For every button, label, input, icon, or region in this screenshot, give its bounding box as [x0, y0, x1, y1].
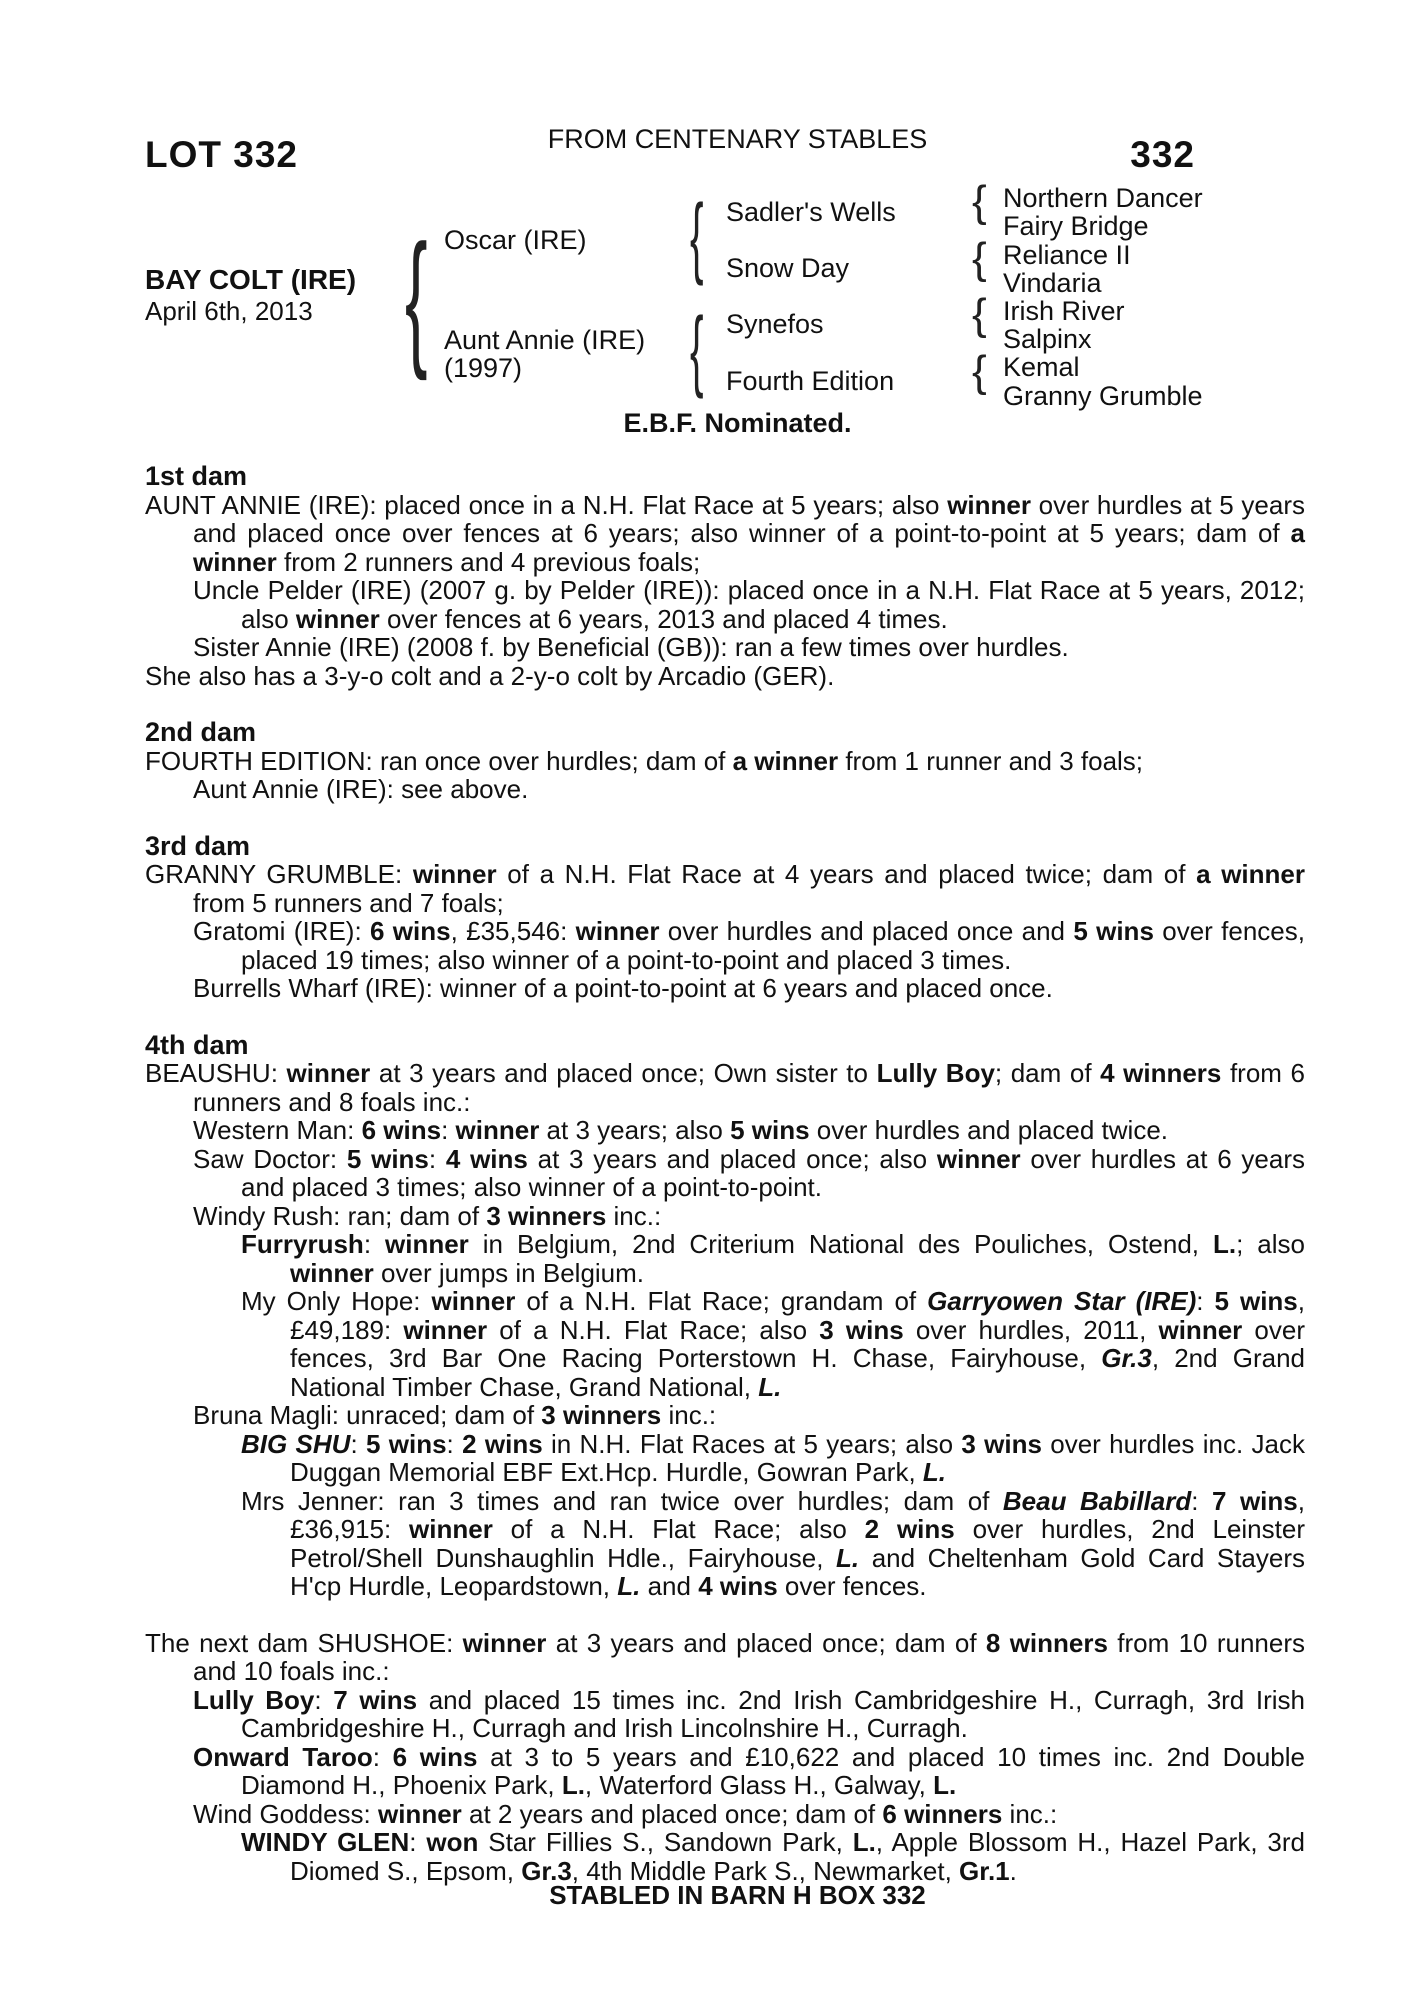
family-entry — [145, 1828, 1305, 1885]
entry-text: won — [426, 1827, 479, 1857]
entry-text: of a N.H. Flat Race; grandam of — [515, 1286, 928, 1316]
entry-text: 8 winners — [985, 1627, 1108, 1658]
family-entry — [145, 1116, 1305, 1145]
entry-text: : — [314, 1684, 334, 1715]
entry-text: inc.: — [606, 1200, 662, 1231]
entry-text: from 1 runner and 3 foals; — [838, 745, 1144, 776]
entry-text: 7 wins — [1211, 1485, 1298, 1516]
entry-text: 3 wins — [819, 1314, 904, 1345]
entry-text: Garryowen Star (IRE) — [927, 1286, 1197, 1316]
family-entry — [145, 1202, 1305, 1231]
entry-text: winner — [1158, 1314, 1243, 1345]
entry-text: : — [1191, 1485, 1212, 1516]
entry-text: 3 wins — [961, 1428, 1042, 1459]
ancestor-7: Kemal — [1003, 352, 1080, 382]
entry-text: winner — [385, 1229, 469, 1259]
entry-text: 5 wins — [1073, 916, 1154, 946]
entry-text: and — [640, 1571, 699, 1601]
entry-text: a winner — [193, 518, 1305, 577]
entry-text: Mrs Jenner: ran 3 times and ran twice over hurdles; dam of — [241, 1485, 1003, 1516]
entry-text: 6 wins — [361, 1115, 442, 1145]
entry-text: over hurdles at 6 years and placed 3 times; also winner of a point-to-point. — [241, 1143, 1306, 1202]
entry-text: a winner — [1196, 859, 1305, 889]
entry-text: WINDY GLEN — [241, 1827, 410, 1857]
entry-text: 4 winners — [1100, 1058, 1222, 1088]
entry-text: Uncle Pelder (IRE) (2007 g. by Pelder (IRE)): placed once in a N.H. Flat Race at 5 years, 2012; also — [193, 575, 1305, 634]
entry-text: ; dam of — [994, 1058, 1101, 1088]
entry-text: : — [441, 1115, 456, 1145]
entry-text: at 3 years and placed once; dam of — [546, 1627, 986, 1658]
ancestor-4: Vindaria — [1003, 268, 1102, 298]
section-gap — [145, 1601, 1305, 1629]
family-entry — [145, 1629, 1305, 1686]
entry-text: at 3 years; also — [539, 1115, 731, 1145]
entry-text: winner — [575, 916, 660, 946]
entry-text: L. — [758, 1371, 782, 1402]
entry-text: in Belgium, 2nd Criterium National des Pouliches, Ostend, — [468, 1229, 1213, 1259]
section-gap — [145, 690, 1305, 718]
section-gap — [145, 804, 1305, 832]
entry-text: Furryrush — [241, 1229, 364, 1259]
entry-text: BIG SHU — [241, 1428, 351, 1459]
entry-text: Saw Doctor: — [193, 1143, 347, 1174]
entry-text: 3 winners — [541, 1400, 662, 1430]
entry-text: 6 wins — [370, 916, 451, 946]
ancestor-3: Reliance II — [1003, 240, 1131, 270]
ancestor-1: Northern Dancer — [1003, 183, 1203, 213]
entry-text: Gr.1 — [959, 1855, 1010, 1886]
family-entry — [145, 1800, 1305, 1829]
entry-text: Aunt Annie (IRE): see above. — [193, 774, 529, 804]
family-entry — [145, 1230, 1305, 1287]
entry-text: over hurdles, 2011, — [903, 1314, 1159, 1345]
entry-text: : — [446, 1428, 463, 1459]
entry-text: over hurdles inc. Jack Duggan Memorial EBF Ext.Hcp. Hurdle, Gowran Park, — [290, 1428, 1305, 1487]
pedigree-brace-dam: { — [690, 300, 704, 400]
entry-text: ; also — [1236, 1229, 1305, 1259]
family-entry — [145, 633, 1305, 662]
family-entry — [145, 491, 1305, 577]
entry-text: Burrells Wharf (IRE): winner of a point-to-point at 6 years and placed once. — [193, 973, 1053, 1003]
family-entry — [145, 1059, 1305, 1116]
entry-text: winner — [936, 1143, 1021, 1174]
consignor-line: FROM CENTENARY STABLES — [547, 124, 928, 154]
entry-text: 5 wins — [730, 1115, 810, 1145]
family-entry — [145, 1145, 1305, 1202]
entry-text: , £36,915: — [290, 1485, 1305, 1544]
entry-text: , 2nd Grand National Timber Chase, Grand National, — [290, 1343, 1305, 1402]
entry-text: winner — [431, 1286, 516, 1316]
section-gap — [145, 1003, 1305, 1031]
family-entry — [145, 662, 1305, 691]
sire-dam: Snow Day — [726, 253, 850, 283]
entry-text: from 6 runners and 8 foals inc.: — [193, 1058, 1305, 1117]
entry-text: L. — [836, 1542, 860, 1573]
family-entry — [145, 974, 1305, 1003]
entry-text: 2 wins — [462, 1428, 543, 1459]
dam-sire: Synefos — [726, 309, 824, 339]
entry-text: My Only Hope: — [241, 1286, 432, 1316]
entry-text: . — [1009, 1855, 1017, 1886]
entry-text: over hurdles at 5 years and placed once over fences at 6 years; also winner of a point-to-point at 5 years; dam of — [193, 489, 1305, 548]
entry-text: winner — [403, 1314, 488, 1345]
entry-text: from 2 runners and 4 previous foals; — [276, 546, 701, 577]
entry-text: of a N.H. Flat Race; also — [487, 1314, 820, 1345]
family-entry — [145, 1487, 1305, 1601]
entry-text: over hurdles and placed once and — [659, 916, 1074, 946]
entry-text: : — [1196, 1286, 1215, 1316]
entry-text: Bruna Magli: unraced; dam of — [193, 1400, 542, 1430]
pedigree-brace-g3-1: { — [972, 177, 987, 226]
entry-text: of a N.H. Flat Race at 4 years and placed twice; dam of — [496, 859, 1197, 889]
entry-text: L. — [1213, 1229, 1237, 1259]
lot-label: LOT 332 — [145, 134, 298, 175]
entry-text: Onward Taroo — [193, 1741, 373, 1772]
family-entry — [145, 1287, 1305, 1401]
entry-text: 5 wins — [365, 1428, 447, 1459]
entry-text: , Apple Blossom H., Hazel Park, 3rd Diomed S., Epsom, — [290, 1827, 1305, 1886]
entry-text: over fences, 3rd Bar One Racing Porterstown H. Chase, Fairyhouse, — [290, 1314, 1306, 1373]
pedigree-brace-g3-3: { — [972, 290, 987, 339]
entry-text: winner — [290, 1257, 374, 1288]
entry-text: L. — [852, 1827, 876, 1857]
family-entry — [145, 1743, 1305, 1800]
entry-text: : — [350, 1428, 366, 1459]
section-heading: 1st dam — [145, 461, 248, 491]
entry-text: Gratomi (IRE): — [193, 916, 370, 946]
entry-text: winner — [409, 1514, 493, 1544]
nomination-note: E.B.F. Nominated. — [623, 408, 852, 438]
ancestor-8: Granny Grumble — [1003, 381, 1203, 411]
entry-text: Sister Annie (IRE) (2008 f. by Beneficial (GB)): ran a few times over hurdles. — [193, 632, 1069, 662]
entry-text: 4 wins — [698, 1571, 778, 1601]
entry-text: Western Man: — [193, 1115, 362, 1145]
entry-text: at 3 to 5 years and £10,622 and placed 10 times inc. 2nd Double Diamond H., Phoenix Park, — [241, 1741, 1305, 1800]
family-entry — [145, 1686, 1305, 1743]
entry-text: winner — [295, 603, 380, 634]
entry-text: BEAUSHU: — [145, 1058, 287, 1088]
entry-text: GRANNY GRUMBLE: — [145, 859, 413, 889]
section-heading: 3rd dam — [145, 830, 251, 861]
family-details — [145, 462, 1305, 1885]
entry-text: : — [372, 1741, 393, 1772]
foaling-date: April 6th, 2013 — [145, 296, 313, 326]
ancestor-2: Fairy Bridge — [1003, 211, 1149, 241]
entry-text: AUNT ANNIE (IRE): placed once in a N.H. Flat Race at 5 years; also — [145, 489, 948, 520]
entry-text: of a N.H. Flat Race; also — [492, 1514, 865, 1544]
entry-text: FOURTH EDITION: ran once over hurdles; dam of — [145, 745, 733, 776]
entry-text: winner — [286, 1058, 371, 1088]
entry-text: over hurdles and placed twice. — [809, 1115, 1169, 1145]
family-entry — [145, 1401, 1305, 1430]
entry-text: over hurdles, 2nd Leinster Petrol/Shell Dunshaughlin Hdle., Fairyhouse, — [290, 1514, 1305, 1573]
sire: Oscar (IRE) — [444, 225, 587, 255]
entry-text: Gr.3 — [1101, 1343, 1152, 1373]
entry-text: , 4th Middle Park S., Newmarket, — [571, 1855, 960, 1886]
entry-text: 6 wins — [392, 1741, 478, 1772]
entry-text: in N.H. Flat Races at 5 years; also — [542, 1428, 962, 1459]
entry-text: L. — [922, 1457, 947, 1487]
entry-text: 3 winners — [486, 1200, 607, 1231]
entry-text: from 5 runners and 7 foals; — [193, 887, 504, 918]
entry-text: over fences, placed 19 times; also winner of a point-to-point and placed 3 times. — [241, 916, 1305, 975]
entry-text: : — [363, 1229, 385, 1259]
family-entry — [145, 860, 1305, 917]
entry-text: and placed 15 times inc. 2nd Irish Cambridgeshire H., Curragh, 3rd Irish Cambridgeshire H., Curragh and Irish Lincolnshire H., Curragh. — [241, 1684, 1305, 1743]
entry-text: 5 wins — [346, 1143, 429, 1174]
entry-text: The next dam SHUSHOE: — [145, 1627, 463, 1658]
entry-text: L. — [617, 1571, 641, 1601]
family-entry — [145, 1430, 1305, 1487]
entry-text: inc.: — [1002, 1798, 1058, 1829]
entry-text: L. — [933, 1770, 957, 1800]
ancestor-6: Salpinx — [1003, 324, 1092, 354]
entry-text: winner — [377, 1798, 462, 1829]
entry-text: L. — [561, 1770, 585, 1800]
entry-text: a winner — [732, 745, 839, 776]
dam-year: (1997) — [444, 353, 523, 383]
entry-text: Wind Goddess: — [193, 1798, 378, 1829]
entry-text: : — [428, 1143, 446, 1174]
entry-text: 5 wins — [1214, 1286, 1298, 1316]
entry-text: , £49,189: — [290, 1286, 1305, 1345]
pedigree-brace-g3-2: { — [972, 234, 987, 283]
entry-text: 7 wins — [333, 1684, 418, 1715]
entry-text: , £35,546: — [450, 916, 576, 946]
pedigree-brace-main: { — [405, 213, 428, 381]
entry-text: at 2 years and placed once; dam of — [461, 1798, 883, 1829]
entry-text: winner — [947, 489, 1031, 520]
pedigree-brace-sire: { — [690, 187, 704, 287]
entry-text: at 3 years and placed once; Own sister to — [370, 1058, 877, 1088]
entry-text: over fences. — [777, 1571, 927, 1601]
entry-text: : — [409, 1827, 427, 1857]
entry-text: and Cheltenham Gold Card Stayers H'cp Hurdle, Leopardstown, — [290, 1542, 1305, 1601]
entry-text: from 10 runners and 10 foals inc.: — [193, 1627, 1305, 1686]
entry-text: over jumps in Belgium. — [373, 1257, 645, 1288]
dam: Aunt Annie (IRE) — [444, 325, 646, 355]
pedigree-brace-g3-4: { — [972, 347, 987, 396]
entry-text: 2 wins — [864, 1514, 955, 1544]
entry-text: Gr.3 — [521, 1855, 572, 1886]
sire-sire: Sadler's Wells — [726, 197, 896, 227]
entry-text: Lully Boy — [876, 1058, 995, 1088]
entry-text: 6 winners — [882, 1798, 1003, 1829]
horse-description: BAY COLT (IRE) — [145, 264, 357, 295]
entry-text: inc.: — [661, 1400, 717, 1430]
family-entry — [145, 775, 1305, 804]
entry-text: 4 wins — [445, 1143, 528, 1174]
family-entry — [145, 747, 1305, 776]
section-heading: 2nd dam — [145, 717, 257, 747]
entry-text: , Waterford Glass H., Galway, — [584, 1770, 934, 1800]
entry-text: She also has a 3-y-o colt and a 2-y-o colt by Arcadio (GER). — [145, 660, 835, 691]
entry-text: Star Fillies S., Sandown Park, — [478, 1827, 853, 1857]
lot-number: 332 — [1130, 134, 1195, 175]
family-entry — [145, 576, 1305, 633]
family-entry — [145, 917, 1305, 974]
section-heading: 4th dam — [145, 1029, 249, 1060]
entry-text: winner — [412, 859, 497, 889]
entry-text: over fences at 6 years, 2013 and placed 4 times. — [379, 603, 948, 634]
ancestor-5: Irish River — [1003, 296, 1125, 326]
entry-text: winner — [462, 1627, 547, 1658]
stabling-note: STABLED IN BARN H BOX 332 — [549, 1880, 926, 1910]
entry-text: winner — [455, 1115, 540, 1145]
entry-text: Beau Babillard — [1002, 1485, 1192, 1516]
entry-text: Windy Rush: ran; dam of — [193, 1200, 487, 1231]
entry-text: Lully Boy — [193, 1684, 315, 1715]
entry-text: at 3 years and placed once; also — [527, 1143, 937, 1174]
dam-dam: Fourth Edition — [726, 366, 895, 396]
